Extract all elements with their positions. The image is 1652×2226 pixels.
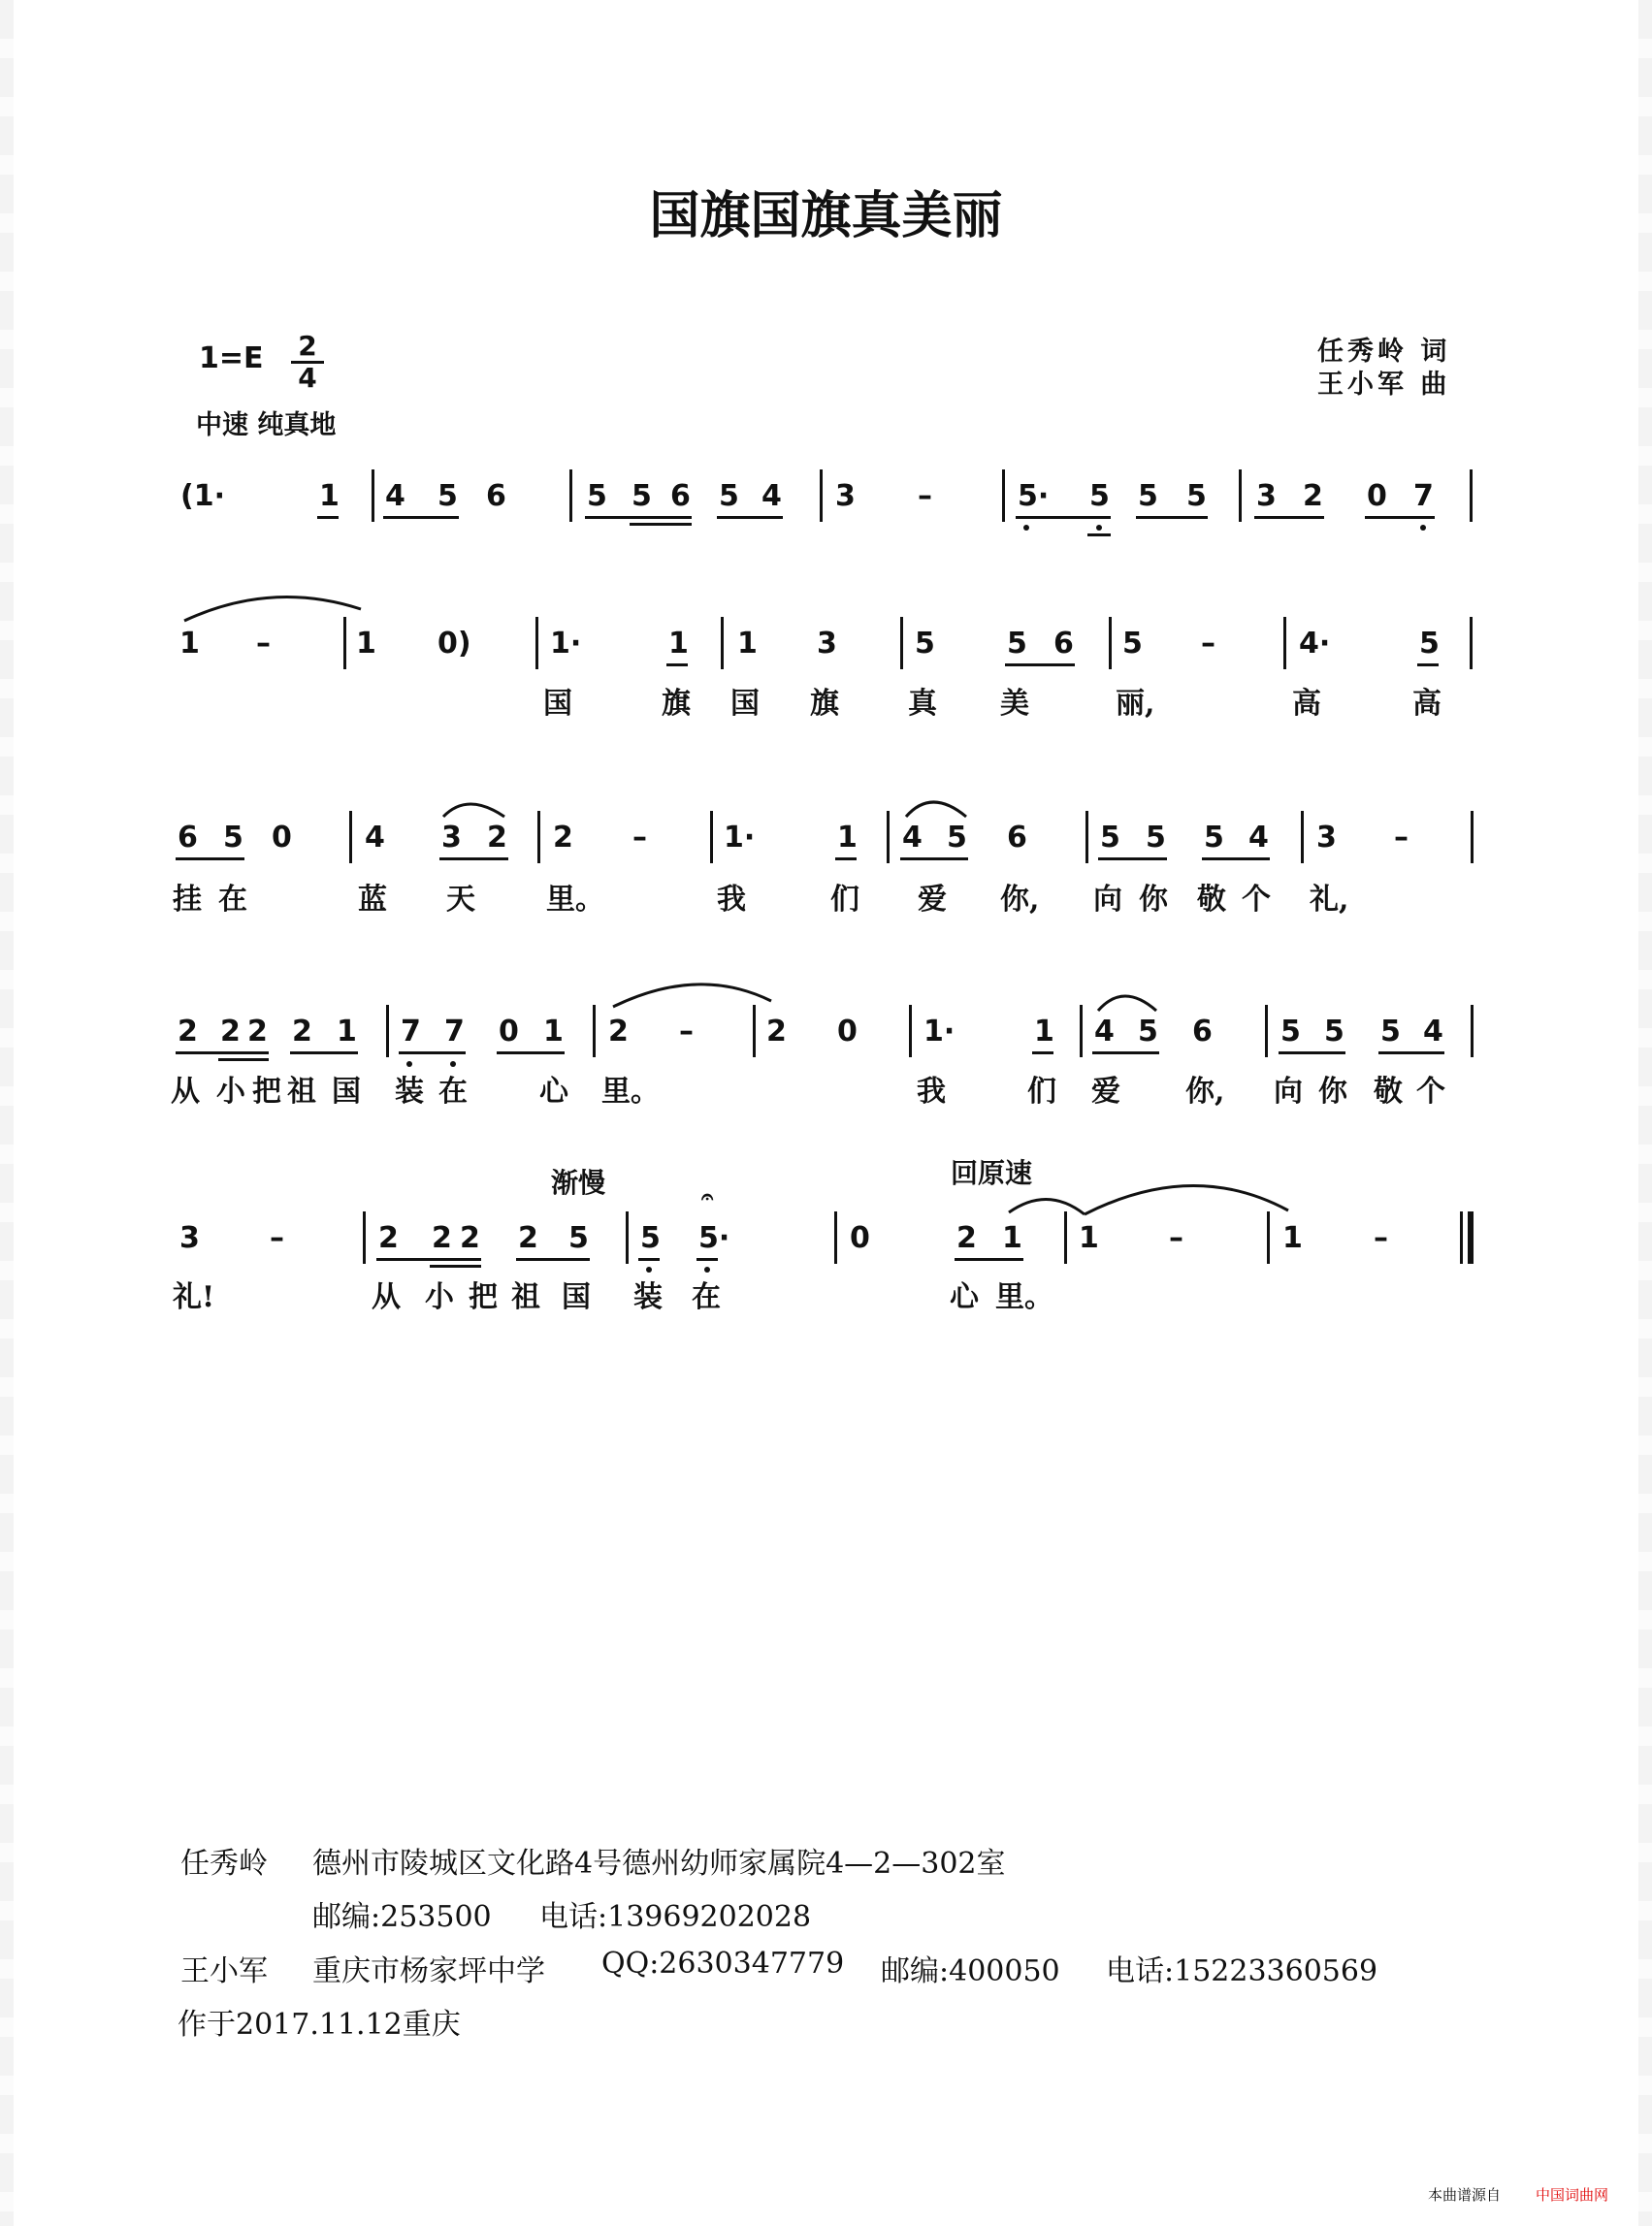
note: –	[1394, 821, 1409, 855]
lyric: 敬	[1374, 1075, 1403, 1109]
lyric: 把	[469, 1280, 498, 1314]
note: 5	[1204, 821, 1224, 855]
note: 1	[543, 1015, 564, 1048]
time-signature-bottom: 4	[298, 362, 317, 394]
lyric: 你	[1318, 1075, 1347, 1109]
note: –	[679, 1015, 694, 1048]
lyric: 心	[539, 1075, 568, 1109]
note: 5	[1419, 627, 1440, 661]
note: 2	[766, 1015, 787, 1048]
note: 4	[761, 479, 782, 513]
note: 1·	[724, 821, 756, 855]
lyric: 里。	[546, 883, 604, 917]
note: 0	[850, 1221, 870, 1255]
note: 2	[553, 821, 573, 855]
a-tempo-marking: 回原速	[951, 1157, 1033, 1189]
composer-postcode: 邮编:400050	[881, 1954, 1060, 1988]
composer-qq: QQ:2630347779	[601, 1947, 845, 1981]
composer-credit: 王小军 曲	[1317, 370, 1451, 400]
note: 0	[499, 1015, 519, 1048]
lyric: 礼,	[1310, 883, 1349, 917]
lyric: 个	[1242, 883, 1271, 917]
lyricist-address: 德州市陵城区文化路4号德州幼师家属院4—2—302室	[312, 1847, 1006, 1881]
composer-phone: 电话:15223360569	[1106, 1954, 1378, 1988]
lyric: 祖	[287, 1075, 316, 1109]
lyric: 我	[717, 883, 746, 917]
note: 6	[1007, 821, 1027, 855]
note: –	[256, 627, 271, 661]
note: 5	[719, 479, 739, 513]
lyric: 装	[633, 1280, 663, 1314]
note: 5	[1138, 479, 1158, 513]
lyric: 美	[1000, 687, 1029, 721]
lyric: 从	[372, 1280, 401, 1314]
lyricist-postcode: 邮编:253500	[312, 1900, 492, 1934]
footer-source-text: 本曲谱源自	[1428, 2186, 1502, 2204]
lyric: 在	[438, 1075, 468, 1109]
note: –	[632, 821, 647, 855]
note: 1	[1079, 1221, 1099, 1255]
note: (1·	[180, 479, 225, 513]
lyric: 爱	[1091, 1075, 1120, 1109]
slur	[184, 597, 361, 622]
note: 2	[956, 1221, 977, 1255]
lyric: 国	[562, 1280, 591, 1314]
note: 2	[178, 1015, 198, 1048]
song-title: 国旗国旗真美丽	[649, 187, 1003, 245]
slur	[1098, 996, 1156, 1011]
lyric: 向	[1274, 1075, 1303, 1109]
note: 5	[947, 821, 967, 855]
note: –	[1374, 1221, 1388, 1255]
lyric: 里。	[995, 1280, 1053, 1314]
note: 0)	[437, 627, 471, 661]
lyric: 国	[730, 687, 760, 721]
lyric: 小	[216, 1075, 245, 1109]
note: 6	[1192, 1015, 1213, 1048]
note: 5	[1122, 627, 1143, 661]
lyric: 你,	[1185, 1075, 1225, 1109]
note: 6	[178, 821, 198, 855]
note: 3	[817, 627, 837, 661]
note: 2	[1303, 479, 1323, 513]
lyric: 心	[950, 1280, 979, 1314]
note: –	[1201, 627, 1215, 661]
note: 4	[1248, 821, 1269, 855]
note: 6	[1053, 627, 1074, 661]
note: 0	[272, 821, 292, 855]
note: 5	[1280, 1015, 1301, 1048]
note: 5	[587, 479, 607, 513]
lyricist-name: 任秀岭	[180, 1847, 268, 1881]
lyric: 在	[692, 1280, 721, 1314]
note: –	[1169, 1221, 1183, 1255]
lyric: 真	[908, 687, 937, 721]
lyric: 蓝	[358, 883, 387, 917]
lyric: 你,	[1000, 883, 1040, 917]
lyric: 挂	[173, 883, 202, 917]
lyric: 们	[1027, 1075, 1056, 1109]
note: 4	[1094, 1015, 1115, 1048]
note: 5	[1007, 627, 1027, 661]
note: 1	[1282, 1221, 1303, 1255]
tie	[613, 984, 771, 1007]
note: 1·	[550, 627, 582, 661]
note: 1	[668, 627, 689, 661]
lyric: 装	[395, 1075, 424, 1109]
note: 5	[1138, 1015, 1158, 1048]
lyric: 国	[332, 1075, 361, 1109]
note: 5	[632, 479, 652, 513]
lyric: 旗	[662, 687, 691, 721]
note: 5	[437, 479, 458, 513]
note: 5	[1186, 479, 1207, 513]
tempo-marking: 中速 纯真地	[196, 410, 337, 440]
note: 4	[902, 821, 923, 855]
note: 5	[1324, 1015, 1344, 1048]
note: 2	[247, 1015, 268, 1048]
composition-date: 作于2017.11.12重庆	[178, 2008, 461, 2042]
lyric: 个	[1416, 1075, 1445, 1109]
note: 2	[460, 1221, 480, 1255]
lyric: 把	[252, 1075, 281, 1109]
fermata-icon: 𝄐	[701, 1185, 714, 1210]
note: 3	[179, 1221, 200, 1255]
note: 6	[486, 479, 506, 513]
note: 4·	[1299, 627, 1331, 661]
note: 5	[1100, 821, 1120, 855]
note: 2	[487, 821, 507, 855]
lyric: 爱	[918, 883, 947, 917]
note: 1	[319, 479, 340, 513]
note: 0	[837, 1015, 858, 1048]
lyric: 高	[1292, 687, 1321, 721]
note: 3	[1256, 479, 1277, 513]
note: 1	[837, 821, 858, 855]
note: 1	[179, 627, 200, 661]
lyric: 们	[830, 883, 859, 917]
slur	[906, 802, 966, 817]
note: 5·	[1018, 479, 1050, 513]
lyric: 里。	[601, 1075, 660, 1109]
lyric: 你	[1139, 883, 1168, 917]
note: 5	[568, 1221, 589, 1255]
note: 5·	[698, 1221, 730, 1255]
composer-name: 王小军	[180, 1954, 268, 1988]
note: 1	[1034, 1015, 1054, 1048]
note: 2	[432, 1221, 452, 1255]
note: 0	[1367, 479, 1387, 513]
note: –	[918, 479, 932, 513]
note: 5	[1089, 479, 1110, 513]
note: 1	[356, 627, 376, 661]
note: 5	[640, 1221, 661, 1255]
note: 2	[292, 1015, 312, 1048]
lyric: 丽,	[1116, 687, 1155, 721]
ritardando-marking: 渐慢	[551, 1167, 606, 1199]
note: 5	[1380, 1015, 1401, 1048]
note: 2	[220, 1015, 241, 1048]
note: 2	[378, 1221, 399, 1255]
lyric: 敬	[1197, 883, 1226, 917]
composer-org: 重庆市杨家坪中学	[312, 1954, 545, 1988]
note: 7	[1413, 479, 1434, 513]
note: 7	[444, 1015, 465, 1048]
lyric: 小	[425, 1280, 454, 1314]
note: 3	[1316, 821, 1337, 855]
note: 6	[670, 479, 691, 513]
slur	[443, 804, 504, 817]
tie	[1085, 1185, 1288, 1214]
lyric: 旗	[810, 687, 839, 721]
note: 3	[441, 821, 462, 855]
time-signature-top: 2	[291, 332, 324, 364]
note: 4	[365, 821, 385, 855]
note: 1	[737, 627, 758, 661]
note: 1	[337, 1015, 357, 1048]
lyric: 高	[1412, 687, 1441, 721]
note: 5	[1146, 821, 1166, 855]
key-signature: 1=E	[199, 341, 264, 375]
lyric: 从	[171, 1075, 200, 1109]
note: 1	[1002, 1221, 1022, 1255]
note: 4	[1423, 1015, 1443, 1048]
lyric: 国	[543, 687, 572, 721]
lyricist-credit: 任秀岭 词	[1317, 337, 1451, 367]
note: 2	[608, 1015, 629, 1048]
lyric: 天	[446, 883, 475, 917]
lyric: 向	[1093, 883, 1122, 917]
lyricist-phone: 电话:13969202028	[539, 1900, 812, 1934]
note: 5	[223, 821, 243, 855]
lyric: 礼!	[173, 1280, 215, 1314]
lyric: 祖	[511, 1280, 540, 1314]
note: –	[270, 1221, 284, 1255]
lyric: 在	[218, 883, 247, 917]
note: 5	[915, 627, 935, 661]
note: 2	[518, 1221, 538, 1255]
lyric: 我	[917, 1075, 946, 1109]
note: 7	[401, 1015, 421, 1048]
footer-site-link[interactable]: 中国词曲网	[1536, 2186, 1609, 2204]
note: 1·	[923, 1015, 956, 1048]
note: 4	[385, 479, 405, 513]
tie	[1009, 1199, 1085, 1214]
note: 3	[835, 479, 856, 513]
